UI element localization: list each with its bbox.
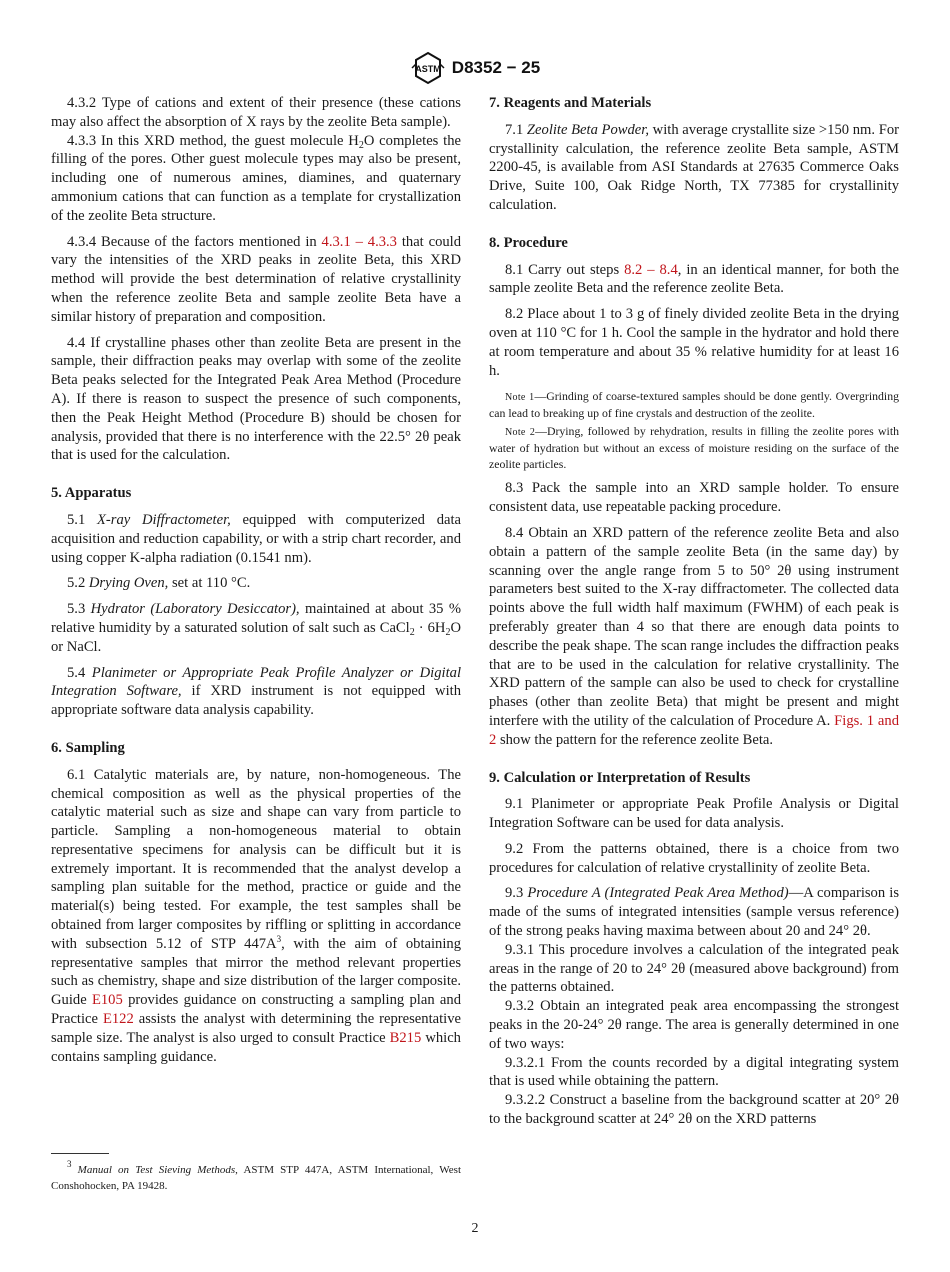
paragraph-5-4: 5.4 Planimeter or Appropriate Peak Profile Analyzer or Digital Integration Software, if XRD instrument is not equipped with appropriate software data analysis capability. bbox=[51, 664, 462, 719]
paragraph-8-1: 8.1 Carry out steps 8.2 – 8.4, in an identical manner, for both the sample zeolite Beta and the reference zeolite Beta. bbox=[489, 261, 899, 297]
astm-logo-icon bbox=[410, 51, 446, 85]
paragraph-8-2: 8.2 Place about 1 to 3 g of finely divided zeolite Beta in the drying oven at 110 °C for 1 h. Cool the sample in the hydrator and hold there at room temperature and about 35 % relative humidity for at least 16 h. bbox=[489, 306, 899, 379]
paragraph-5-3: 5.3 Hydrator (Laboratory Desiccator), maintained at about 35 % relative humidity by a saturated solution of salt such as CaCl$_2$ · $6H_2O$ or NaCl. bbox=[51, 601, 462, 655]
link-8-2-to-8-4[interactable]: 8.2 – 8.4 bbox=[624, 261, 678, 278]
logo-text: ASTM bbox=[415, 64, 441, 74]
paragraph-5-1: 5.1 X-ray Diffractometer, equipped with computerized data acquisition and reduction capability, or with a strip chart recorder, and using copper K-alpha radiation (0.1541 nm). bbox=[51, 511, 461, 566]
paragraph-4-3-4: 4.3.4 Because of the factors mentioned in 4.3.1 – 4.3.3 that could vary the intensities of the XRD peaks in zeolite Beta, this XRD method will provide the best determination of relative crystallinity when the reference zeolite Beta and sample zeolite Beta have a similar history of preparation and composition. bbox=[51, 233, 462, 325]
note-2: Note 2—Drying, followed by rehydration, results in filling the zeolite pores with water of hydration but without an excess of moisture residing on the surface of the zeolite particles. bbox=[489, 423, 899, 471]
right-column bbox=[489, 94, 899, 1129]
footnote-3: $^3$ Manual on Test Sieving Methods, ASTM STP 447A, ASTM International, West Conshohocken, PA 19428. bbox=[51, 1159, 461, 1192]
paragraph-9-3-2-2: 9.3.2.2 Construct a baseline from the background scatter at 20° 2θ to the background scatter at 24° 2θ on the XRD patterns bbox=[489, 1092, 899, 1128]
footnote-ref: 3 bbox=[276, 933, 282, 944]
paragraph-9-3-1: 9.3.1 This procedure involves a calculation of the integrated peak areas in the range of 20 to 24° 2θ (measured above background) from the patterns obtained. bbox=[489, 941, 899, 996]
paragraph-9-3: 9.3 Procedure A (Integrated Peak Area Method)—A comparison is made of the sums of integrated intensities (sample versus reference) of the strong peaks having maxima between about 20 and 24° 2θ. bbox=[489, 885, 899, 940]
paragraph-7-1: 7.1 Zeolite Beta Powder, with average crystallite size >150 nm. For crystallinity calculation, the reference zeolite Beta sample, ASTM 2200-45, is available from ASI Standards at 27635 Commerce Oaks Drive, Suite 100, Oak Ridge North, TX 77385 for crystallinity calculation. bbox=[489, 121, 899, 213]
link-4-3-1-to-4-3-3[interactable]: 4.3.1 – 4.3.3 bbox=[321, 233, 397, 250]
paragraph-4-4: 4.4 If crystalline phases other than zeolite Beta are present in the sample, their diffraction peaks may overlap with some of the zeolite Beta peaks selected for the Integrated Peak Area Method (Procedure A). If there is reason to suspect the presence of such components, then the Peak Height Method (Procedure B) should be chosen for analysis, provided that there is no interference with the 22.5° 2θ peak that is used for the calculation. bbox=[51, 334, 461, 464]
footnote-divider bbox=[51, 1153, 109, 1154]
paragraph-8-3: 8.3 Pack the sample into an XRD sample holder. To ensure consistent data, use repeatable packing procedure. bbox=[489, 480, 899, 516]
page-number: 2 bbox=[471, 1221, 479, 1236]
note-1: Note 1—Grinding of coarse-textured samples should be done gently. Overgrinding can lead to breaking up of fine crystals and destruction of the zeolite. bbox=[489, 389, 899, 421]
paragraph-4-3-2: 4.3.2 Type of cations and extent of their presence (these cations may also affect the absorption of X rays by the zeolite Beta sample). bbox=[51, 95, 461, 130]
section-heading-sampling: 6. Sampling bbox=[51, 739, 125, 756]
paragraph-9-2: 9.2 From the patterns obtained, there is a choice from two procedures for calculation of relative crystallinity of zeolite Beta. bbox=[489, 840, 899, 876]
link-figs-1-and-2[interactable]: Figs. 1 and 2 bbox=[489, 712, 899, 748]
paragraph-9-1: 9.1 Planimeter or appropriate Peak Profile Analysis or Digital Integration Software can be used for data analysis. bbox=[489, 796, 899, 832]
paragraph-4-3-3: 4.3.3 In this XRD method, the guest molecule $H_2O$ completes the filling of the pores. Other guest molecule types may also be present, including one of numerous amines, diamines, and quaternary ammonium cations that can function as a template for crystallization of the zeolite Beta structure. bbox=[51, 132, 461, 224]
section-heading-calculation: 9. Calculation or Interpretation of Results bbox=[489, 769, 751, 786]
link-b215[interactable]: B215 bbox=[389, 1029, 422, 1046]
link-e122[interactable]: E122 bbox=[102, 1011, 134, 1028]
paragraph-8-4: 8.4 Obtain an XRD pattern of the reference zeolite Beta and also obtain a pattern of the sample zeolite Beta (in the same day) by scanning over the angle range from 5 to 50° 2θ using instrument parameters best suited to the X-ray diffractometer. The collected data points above the full width half maximum (FWHM) of each peak is preferably greater than 4 so that there are enough data points to describe the peak shape. The scan range includes the diffraction peaks that are to be used in the calculation for relative crystallinity. The XRD pattern of the sample can also be used to check for crystalline phases (other than zeolite Beta) that might be present and might interfere with the utility of the calculation of Procedure A. Figs. 1 and 2 show the pattern for the reference zeolite Beta. bbox=[489, 524, 899, 748]
paragraph-5-2: 5.2 Drying Oven, set at 110 °C. bbox=[67, 575, 251, 592]
paragraph-6-1: 6.1 Catalytic materials are, by nature, non-homogeneous. The chemical composition as well as the physical properties of the catalytic material such as size and shape can vary from particle to particle. Sampling a non-homogeneous material to obtain representative specimens for analysis can be difficult but it is extremely important. It is recommended that the analyst develop a sampling plan suitable for the method, practice or guide and the material(s) being tested. For example, the test samples shall be obtained from larger composites by riffling or splitting in accordance with subsection 5.12 of STP $447A^3$, with the aim of obtaining representative samples that mirror the method relevant properties such as chemistry, shape and size distribution of the larger composite. Guide E105 provides guidance on constructing a sampling plan and Practice E122 assists the analyst with determining the representative sample size. The analyst is also urged to consult Practice B215 which contains sampling guidance. bbox=[51, 766, 461, 1065]
section-heading-apparatus: 5. Apparatus bbox=[51, 485, 132, 502]
section-heading-reagents: 7. Reagents and Materials bbox=[489, 95, 652, 111]
left-column bbox=[51, 94, 461, 1066]
page-header bbox=[0, 51, 950, 90]
link-e105[interactable]: E105 bbox=[91, 992, 123, 1009]
section-heading-procedure: 8. Procedure bbox=[489, 234, 568, 251]
document-designation: D8352 − 25 bbox=[451, 58, 541, 77]
paragraph-9-3-2-1: 9.3.2.1 From the counts recorded by a digital integrating system that is used while obtaining the pattern. bbox=[489, 1054, 899, 1090]
paragraph-9-3-2: 9.3.2 Obtain an integrated peak area encompassing the strongest peaks in the 20-24° 2θ range. The area is generally determined in one of two ways: bbox=[489, 998, 899, 1052]
